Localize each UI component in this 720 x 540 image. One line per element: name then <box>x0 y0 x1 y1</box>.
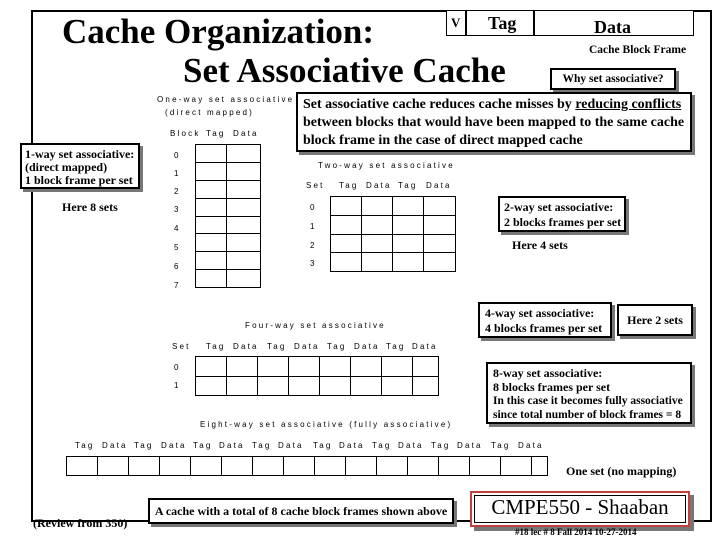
data-cell <box>424 253 456 272</box>
one-way-row-label: 0 <box>174 151 181 160</box>
eight-way-header: Data <box>457 441 483 450</box>
one-way-row-label: 1 <box>174 169 181 178</box>
eight-way-header: Tag <box>313 441 333 450</box>
data-cell <box>470 457 501 476</box>
data-cell <box>413 376 439 396</box>
data-cell <box>227 376 258 396</box>
four-way-count-note: Here 2 sets <box>617 304 693 336</box>
eight-way-header: Data <box>278 441 304 450</box>
one-way-row-label: 3 <box>174 205 181 214</box>
data-cell <box>227 357 258 377</box>
two-way-header: Data <box>426 181 452 190</box>
one-way-note-line: 1-way set associative: <box>25 147 135 161</box>
data-cell <box>532 457 548 476</box>
two-way-header: Tag <box>339 181 359 190</box>
data-cell <box>362 234 393 253</box>
explanation-part1: Set associative cache reduces cache misses by <box>303 97 576 112</box>
tag-cell <box>320 357 351 377</box>
tag-label: Tag <box>488 13 517 33</box>
four-way-header: Data <box>412 342 438 351</box>
course-badge <box>470 491 690 527</box>
one-way-col-tag: Tag <box>206 129 226 138</box>
two-way-header: Data <box>366 181 392 190</box>
tag-cell <box>501 457 532 476</box>
eight-way-note-box <box>486 362 692 424</box>
tag-cell <box>191 457 222 476</box>
one-way-note-line: (direct mapped) <box>25 160 108 174</box>
two-way-header: Tag <box>398 181 418 190</box>
four-way-note-box <box>478 302 612 338</box>
one-set-note: One set (no mapping) <box>566 464 677 478</box>
two-way-title: Two-way set associative <box>318 161 455 170</box>
four-way-cache-grid <box>195 356 439 396</box>
tag-cell <box>196 162 227 180</box>
explanation-link: reducing conflicts <box>575 97 682 112</box>
eight-way-header: Tag <box>134 441 154 450</box>
one-way-row-label: 4 <box>174 224 181 233</box>
data-cell <box>98 457 129 476</box>
data-cell <box>424 215 456 234</box>
two-way-count-note: Here 4 sets <box>512 238 568 252</box>
tag-cell <box>258 376 289 396</box>
tag-cell <box>331 197 362 216</box>
tag-cell <box>331 234 362 253</box>
eight-way-note-line: 8-way set associative: <box>493 366 603 380</box>
one-way-subtitle: (direct mapped) <box>165 108 255 117</box>
tag-cell <box>196 216 227 234</box>
eight-way-header: Data <box>161 441 187 450</box>
explanation-box <box>296 92 692 152</box>
one-way-note-line: 1 block frame per set <box>25 173 133 187</box>
four-way-header: Tag <box>327 342 347 351</box>
two-way-note-line: 2-way set associative: <box>504 200 614 214</box>
data-cell <box>362 253 393 272</box>
one-way-cache-grid <box>195 144 261 288</box>
two-way-header: Set <box>306 181 325 190</box>
eight-way-header: Tag <box>431 441 451 450</box>
data-cell <box>227 270 261 288</box>
tag-cell <box>196 252 227 270</box>
eight-way-header: Data <box>518 441 544 450</box>
data-cell <box>222 457 253 476</box>
slide-info: #18 lec # 8 Fall 2014 10-27-2014 <box>515 527 637 537</box>
data-cell <box>160 457 191 476</box>
tag-cell <box>439 457 470 476</box>
eight-way-note-line: 8 blocks frames per set <box>493 380 611 394</box>
one-way-col-block: Block <box>170 129 201 138</box>
tag-cell <box>196 376 227 396</box>
slide-title-line2: Set Associative Cache <box>183 51 506 90</box>
tag-cell <box>331 253 362 272</box>
four-way-title: Four-way set associative <box>245 321 386 330</box>
two-way-note-box <box>498 196 626 232</box>
v-divider <box>465 11 467 35</box>
tag-cell <box>253 457 284 476</box>
explanation-part2: between blocks that would have been mapped to the same cache block frame in the case of direct mapped cache <box>303 115 685 148</box>
four-way-row-label: 0 <box>174 363 181 372</box>
eight-way-header: Tag <box>491 441 511 450</box>
data-cell <box>351 376 382 396</box>
eight-way-header: Data <box>102 441 128 450</box>
data-cell <box>227 180 261 198</box>
tag-cell <box>382 357 413 377</box>
tag-cell <box>382 376 413 396</box>
data-cell <box>289 376 320 396</box>
tag-cell <box>393 215 424 234</box>
four-way-header: Tag <box>267 342 287 351</box>
one-way-row-label: 2 <box>174 187 181 196</box>
tag-cell <box>315 457 346 476</box>
four-way-header: Tag <box>206 342 226 351</box>
four-way-header: Data <box>294 342 320 351</box>
data-cell <box>227 162 261 180</box>
eight-way-header: Tag <box>372 441 392 450</box>
four-way-header: Data <box>233 342 259 351</box>
four-way-note-line: 4-way set associative: <box>485 306 595 320</box>
tag-cell <box>129 457 160 476</box>
block-frame-header <box>446 10 694 36</box>
data-cell <box>351 357 382 377</box>
eight-way-header: Tag <box>252 441 272 450</box>
course-title: CMPE550 - Shaaban <box>491 495 669 519</box>
one-way-col-data: Data <box>233 129 259 138</box>
two-way-cache-grid <box>330 196 456 272</box>
eight-way-note-line: since total number of block frames = 8 <box>493 409 682 421</box>
tag-cell <box>393 197 424 216</box>
explanation-text <box>303 96 691 150</box>
four-way-header: Data <box>354 342 380 351</box>
eight-way-header: Tag <box>193 441 213 450</box>
data-cell <box>227 252 261 270</box>
one-way-note-box <box>20 143 140 189</box>
tag-cell <box>258 357 289 377</box>
data-cell <box>289 357 320 377</box>
four-way-header: Tag <box>386 342 406 351</box>
eight-way-header: Tag <box>75 441 95 450</box>
one-way-row-label: 6 <box>174 262 181 271</box>
one-way-row-label: 7 <box>174 281 181 290</box>
tag-cell <box>196 270 227 288</box>
eight-way-title: Eight-way set associative (fully associative) <box>200 420 453 429</box>
data-cell <box>362 215 393 234</box>
tag-cell <box>393 234 424 253</box>
data-cell <box>424 197 456 216</box>
why-set-associative-button[interactable]: Why set associative? <box>550 68 676 90</box>
data-cell <box>284 457 315 476</box>
four-way-header: Set <box>172 342 191 351</box>
four-way-note-line: 4 blocks frames per set <box>485 321 603 335</box>
slide-title-line1: Cache Organization: <box>62 12 375 51</box>
data-cell <box>413 357 439 377</box>
data-cell <box>227 198 261 216</box>
two-way-row-label: 1 <box>310 222 317 231</box>
tag-cell <box>196 357 227 377</box>
data-cell <box>362 197 393 216</box>
one-way-row-label: 5 <box>174 243 181 252</box>
two-way-note-line: 2 blocks frames per set <box>504 215 622 229</box>
tag-cell <box>196 198 227 216</box>
one-way-count-note: Here 8 sets <box>62 200 118 214</box>
eight-way-header: Data <box>219 441 245 450</box>
tag-cell <box>320 376 351 396</box>
tag-cell <box>393 253 424 272</box>
data-cell <box>408 457 439 476</box>
eight-way-header: Data <box>398 441 424 450</box>
data-cell <box>227 145 261 163</box>
eight-way-header: Data <box>339 441 365 450</box>
tag-divider <box>533 11 535 35</box>
two-way-row-label: 2 <box>310 241 317 250</box>
total-frames-note: A cache with a total of 8 cache block frames shown above <box>148 498 454 524</box>
tag-cell <box>67 457 98 476</box>
data-cell <box>424 234 456 253</box>
data-cell <box>227 234 261 252</box>
data-label: Data <box>594 17 631 37</box>
valid-bit-label: V <box>451 15 461 30</box>
cache-block-frame-label: Cache Block Frame <box>589 44 687 56</box>
data-cell <box>346 457 377 476</box>
tag-cell <box>331 215 362 234</box>
two-way-row-label: 3 <box>310 259 317 268</box>
tag-cell <box>196 180 227 198</box>
tag-cell <box>196 145 227 163</box>
one-way-title: One-way set associative <box>157 95 295 104</box>
tag-cell <box>196 234 227 252</box>
four-way-row-label: 1 <box>174 381 181 390</box>
review-note: (Review from 350) <box>33 516 128 530</box>
eight-way-cache-grid <box>66 456 548 476</box>
tag-cell <box>377 457 408 476</box>
two-way-row-label: 0 <box>310 203 317 212</box>
data-cell <box>227 216 261 234</box>
eight-way-note-line: In this case it becomes fully associative <box>493 395 683 407</box>
